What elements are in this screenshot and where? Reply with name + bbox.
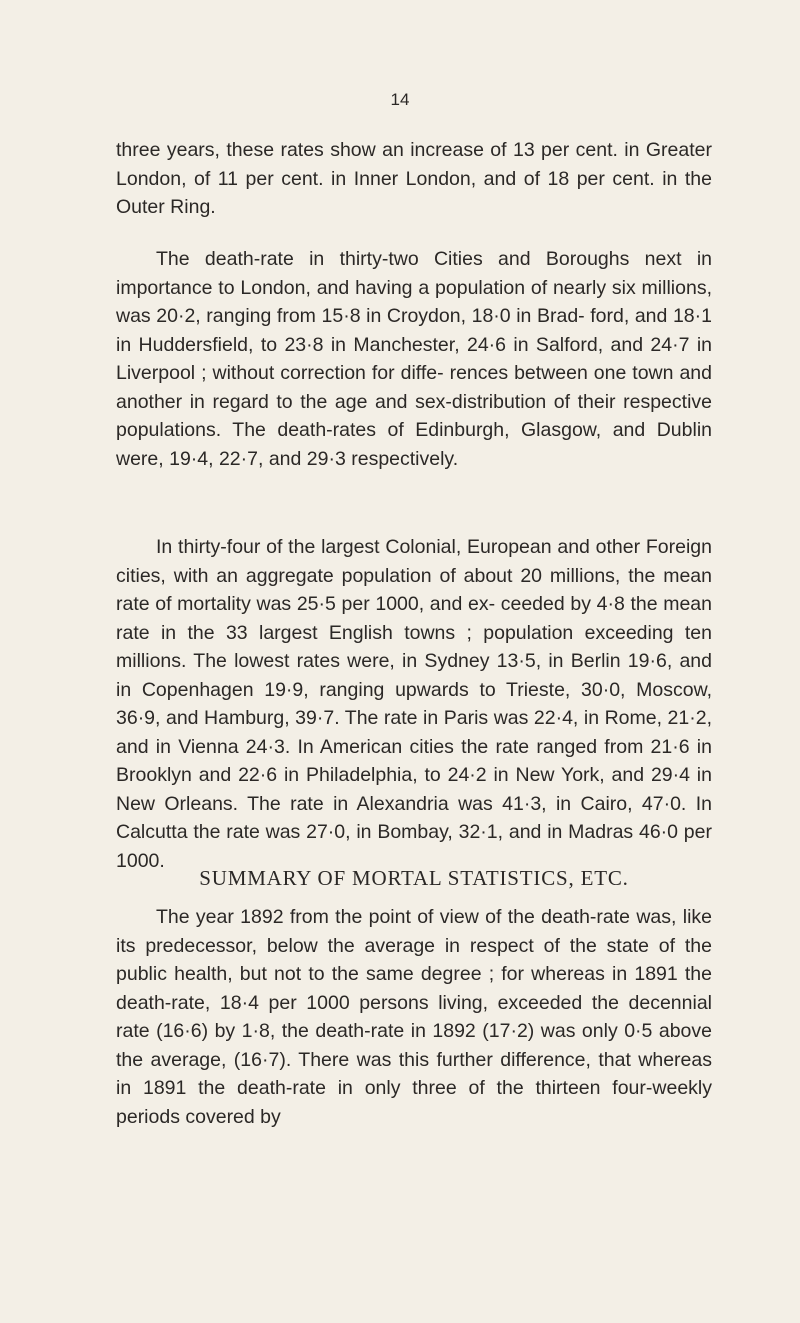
paragraph-english-towns: The death-rate in thirty-two Cities and Boroughs next in importance to London, and having a population of nearly six millions, was 20·2, ranging from 15·8 in Croydon, 18·0 in Brad- ford, and 18·1 in Huddersfield, to 23·8 in Manchester, 24·6 in Salford, and 24·7 in Liverpool ; without correction for diffe- rences between one town and another in regard to the age and sex-distribution of their respective populations. The death-rates of Edinburgh, Glasgow, and Dublin were, 19·4, 22·7, and 29·3 respectively. — [116, 248, 712, 470]
section-heading: SUMMARY OF MORTAL STATISTICS, ETC. — [199, 866, 629, 890]
page-number: 14 — [390, 90, 410, 109]
paragraph-continuation: three years, these rates show an increase of 13 per cent. in Greater London, of 11 per cent. in Inner London, and of 18 per cent. in the Outer Ring. — [116, 139, 712, 218]
paragraph-foreign-cities: In thirty-four of the largest Colonial, European and other Foreign cities, with an aggregate population of about 20 millions, the mean rate of mortality was 25·5 per 1000, and ex- ceeded by 4·8 the mean rate in the 33 largest English towns ; population exceeding ten millions. The lowest rates were, in Sydney 13·5, in Berlin 19·6, and in Copenhagen 19·9, ranging upwards to Trieste, 30·0, Moscow, 36·9, and Hamburg, 39·7. The rate in Paris was 22·4, in Rome, 21·2, and in Vienna 24·3. In American cities the rate ranged from 21·6 in Brooklyn and 22·6 in Philadelphia, to 24·2 in New York, and 29·4 in New Orleans. The rate in Alexandria was 41·3, in Cairo, 47·0. In Calcutta the rate was 27·0, in Bombay, 32·1, and in Madras 46·0 per 1000. — [116, 536, 712, 872]
paragraph-summary: The year 1892 from the point of view of the death-rate was, like its predecessor, below the average in respect of the state of the public health, but not to the same degree ; for whereas in 1891 the death-rate, 18·4 per 1000 persons living, exceeded the decennial rate (16·6) by 1·8, the death-rate in 1892 (17·2) was only 0·5 above the average, (16·7). There was this further difference, that whereas in 1891 the death-rate in only three of the thirteen four-weekly periods covered by — [116, 906, 712, 1128]
